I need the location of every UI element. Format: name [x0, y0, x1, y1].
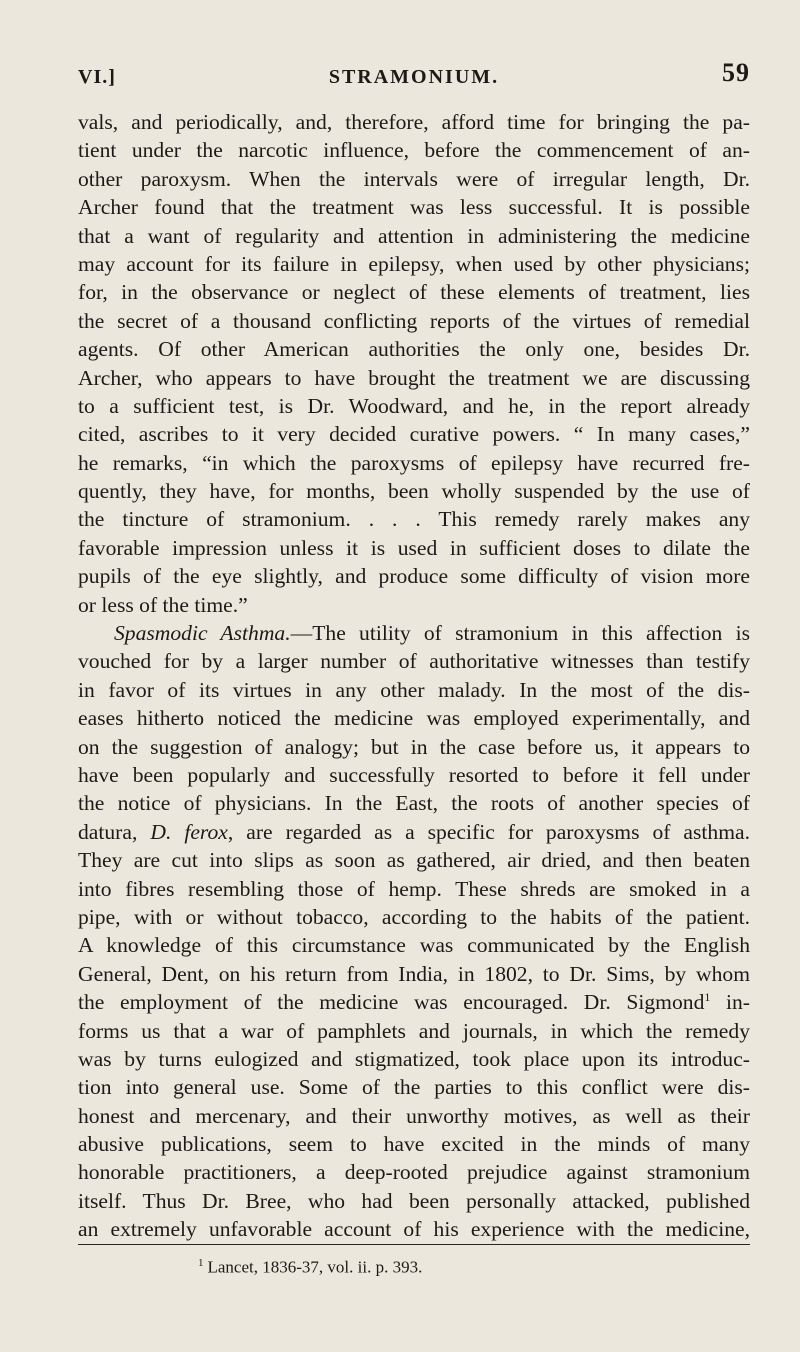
footnote-mark: 1 [198, 1257, 204, 1269]
text-line: other paroxysm. When the intervals were of irregular length, Dr. [78, 166, 750, 191]
text-line: the notice of physicians. In the East, the roots of another species of [78, 791, 750, 816]
text-line: tion into general use. Some of the parties to this conflict were dis- [78, 1075, 750, 1100]
species-name: D. ferox [150, 819, 228, 844]
text-line: abusive publications, seem to have excited in the minds of many [78, 1132, 750, 1157]
text-line: A knowledge of this circumstance was communicated by the English [78, 933, 750, 958]
text-line: may account for its failure in epilepsy, when used by other physicians; [78, 251, 750, 276]
text-line: vals, and periodically, and, therefore, afford time for bringing the pa- [78, 110, 750, 134]
text-line: pipe, with or without tobacco, according to the habits of the patient. [78, 904, 750, 929]
text-line: to a sufficient test, is Dr. Woodward, and he, in the report already [78, 393, 750, 418]
text-line: have been popularly and successfully resorted to before it fell under [78, 762, 750, 787]
text-line: in favor of its virtues in any other malady. In the most of the dis- [78, 677, 750, 702]
text-line: into fibres resembling those of hemp. These shreds are smoked in a [78, 876, 750, 901]
text-line: pupils of the eye slightly, and produce some difficulty of vision more [78, 564, 750, 589]
text-line: itself. Thus Dr. Bree, who had been personally attacked, published [78, 1188, 750, 1213]
text-line: for, in the observance or neglect of these elements of treatment, lies [78, 280, 750, 305]
text-line: They are cut into slips as soon as gathered, air dried, and then beaten [78, 848, 750, 873]
text-line [78, 988, 750, 1016]
text-line: Archer found that the treatment was less successful. It is possible [78, 195, 750, 220]
text-line: the secret of a thousand conflicting reports of the virtues of remedial [78, 308, 750, 333]
text-fragment: , are regarded as a specific for paroxysms of asthma. [227, 819, 750, 844]
text-line: forms us that a war of pamphlets and journals, in which the remedy [78, 1018, 750, 1043]
section-heading: Spasmodic Asthma. [114, 621, 291, 646]
text-line: on the suggestion of analogy; but in the case before us, it appears to [78, 734, 750, 759]
footnote [198, 1252, 422, 1279]
text-line: tient under the narcotic influence, before the commencement of an- [78, 138, 750, 163]
footnote-reference[interactable]: 1 [704, 989, 711, 1004]
running-head [78, 58, 750, 106]
text-line: he remarks, “in which the paroxysms of epilepsy have recurred fre- [78, 450, 750, 475]
text-line: or less of the time.” [78, 592, 248, 617]
text-line: General, Dent, on his return from India, in 1802, to Dr. Sims, by whom [78, 961, 750, 986]
text-line: that a want of regularity and attention in administering the medicine [78, 223, 750, 248]
text-line: favorable impression unless it is used in sufficient doses to dilate the [78, 535, 750, 560]
text-line: quently, they have, for months, been wholly suspended by the use of [78, 479, 750, 504]
text-line: agents. Of other American authorities the only one, besides Dr. [78, 337, 750, 362]
footnote-divider [78, 1244, 750, 1245]
text-line: Archer, who appears to have brought the treatment we are discussing [78, 365, 750, 390]
text-line: the tincture of stramonium. . . . This remedy rarely makes any [78, 507, 750, 532]
text-line: vouched for by a larger number of authoritative witnesses than testify [78, 649, 750, 674]
text-line: an extremely unfavorable account of his experience with the medicine, [78, 1217, 750, 1242]
text-fragment: in- [710, 990, 750, 1015]
text-fragment: the employment of the medicine was encouraged. Dr. Sigmond [78, 990, 705, 1015]
text-line: honorable practitioners, a deep-rooted prejudice against stramonium [78, 1160, 750, 1185]
chapter-number: VI.] [78, 66, 116, 88]
text-line: cited, ascribes to it very decided curative powers. “ In many cases,” [78, 422, 750, 447]
text-line [78, 818, 750, 846]
text-fragment: datura, [78, 819, 151, 844]
footnote-text: Lancet, 1836-37, vol. ii. p. 393. [207, 1257, 423, 1277]
paragraph-start-line [78, 619, 750, 647]
text-line: honest and mercenary, and their unworthy motives, as well as their [78, 1103, 750, 1128]
text-fragment: —The utility of stramonium in this affection is [290, 621, 750, 646]
page-number: 59 [722, 58, 750, 87]
body-text [78, 108, 750, 1244]
text-line: eases hitherto noticed the medicine was employed experimentally, and [78, 706, 750, 731]
text-line: was by turns eulogized and stigmatized, took place upon its introduc- [78, 1046, 750, 1071]
running-title: STRAMONIUM. [328, 66, 500, 88]
